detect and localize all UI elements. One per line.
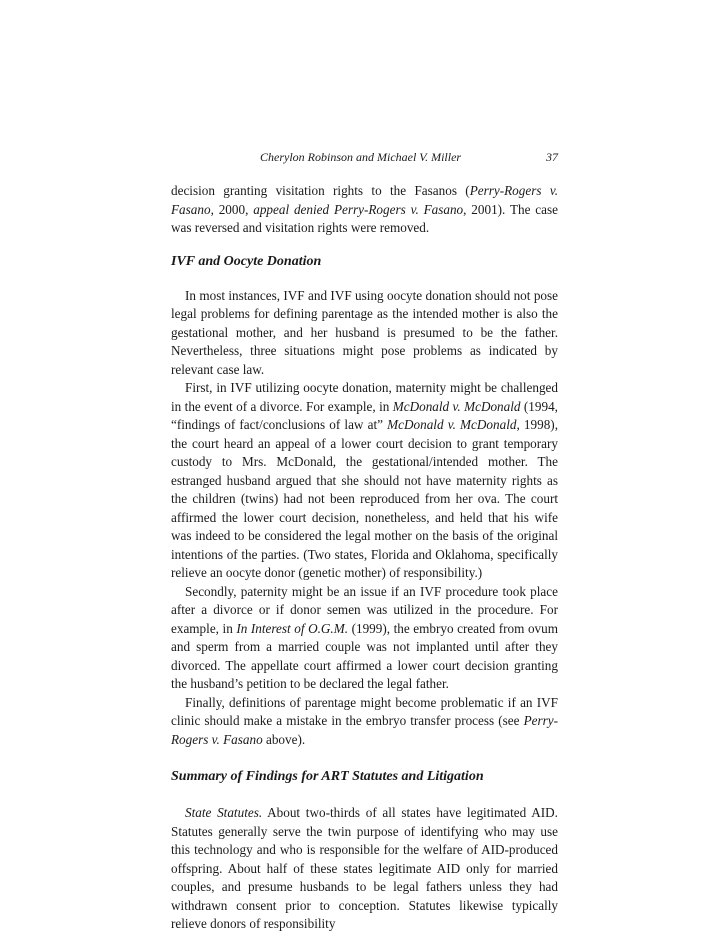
- paragraph-continued: [171, 182, 558, 238]
- page: [171, 150, 558, 934]
- page-number: 37: [546, 150, 558, 164]
- case-name: Perry-Rogers v. Fasano: [171, 183, 558, 217]
- p0-text-2: , 2000,: [210, 201, 254, 217]
- p3-text-2: (1999), the embryo created from ovum and sperm from a married couple was not implanted until after they divorced. The appellate court affirmed a lower court decision granting the husband’s petition to be declared the legal father.: [171, 620, 558, 691]
- paragraph-clinic-mistake: [171, 694, 558, 750]
- section-heading-ivf: IVF and Oocyte Donation: [171, 253, 322, 269]
- run-in-heading: State Statutes.: [185, 805, 263, 820]
- case-name: In Interest of O.G.M.: [236, 620, 349, 636]
- case-name: McDonald v. McDonald: [392, 398, 521, 414]
- p2-text-1: First, in IVF utilizing oocyte donation, maternity might be challenged in the event of a divorce. For example, in: [171, 380, 558, 414]
- p5-text: About two-thirds of all states have legitimated AID. Statutes generally serve the twin purpose of identifying who may use this technology and who is responsible for the welfare of AID-produced offspring. About half of these states legitimate AID only for married couples, and presume husbands to be legal fathers unless they had withdrawn consent prior to conception. Statutes likewise typically relieve donors of responsibility: [171, 805, 558, 931]
- p4-text-2: above).: [262, 731, 306, 747]
- case-name: Perry-Rogers v. Fasano: [171, 713, 558, 747]
- p0-text-1: decision granting visitation rights to the Fasanos (: [171, 183, 470, 198]
- p2-text-2: (1994, “findings of fact/conclusions of law at”: [171, 398, 558, 432]
- paragraph-state-statutes: [171, 804, 558, 934]
- p0-text-3: , 2001). The case was reversed and visitation rights were removed.: [171, 201, 558, 235]
- p3-text-1: Secondly, paternity might be an issue if an IVF procedure took place after a divorce or if donor semen was utilized in the procedure. For example, in: [171, 583, 558, 636]
- case-name: appeal denied Perry-Rogers v. Fasano: [253, 201, 464, 217]
- p4-text-1: Finally, definitions of parentage might become problematic if an IVF clinic should make a mistake in the embryo transfer process (see: [171, 694, 558, 728]
- running-head: [171, 150, 558, 168]
- p2-text-3: , 1998), the court heard an appeal of a lower court decision to grant temporary custody to Mrs. McDonald, the gestational/intended mother. The estranged husband argued that she should not have maternity rights as the children (twins) had not been reproduced from her ova. The court affirmed the lower court decision, nonetheless, and held that his wife was indeed to be considered the legal mother on the basis of the original intentions of the parties. (Two states, Florida and Oklahoma, specifically relieve an oocyte donor (genetic mother) of responsibility.): [171, 417, 558, 580]
- paragraph-maternity: [171, 379, 558, 583]
- paragraph-paternity: [171, 583, 558, 694]
- paragraph-ivf-intro: In most instances, IVF and IVF using oocyte donation should not pose legal problems for defining parentage as the intended mother is also the gestational mother, and her husband is presumed to be the father. Nevertheless, three situations might pose problems as indicated by relevant case law.: [171, 287, 558, 377]
- case-name: McDonald v. McDonald: [387, 417, 517, 432]
- running-head-authors: Cherylon Robinson and Michael V. Miller: [260, 150, 462, 164]
- section-heading-summary: Summary of Findings for ART Statutes and Litigation: [171, 769, 484, 784]
